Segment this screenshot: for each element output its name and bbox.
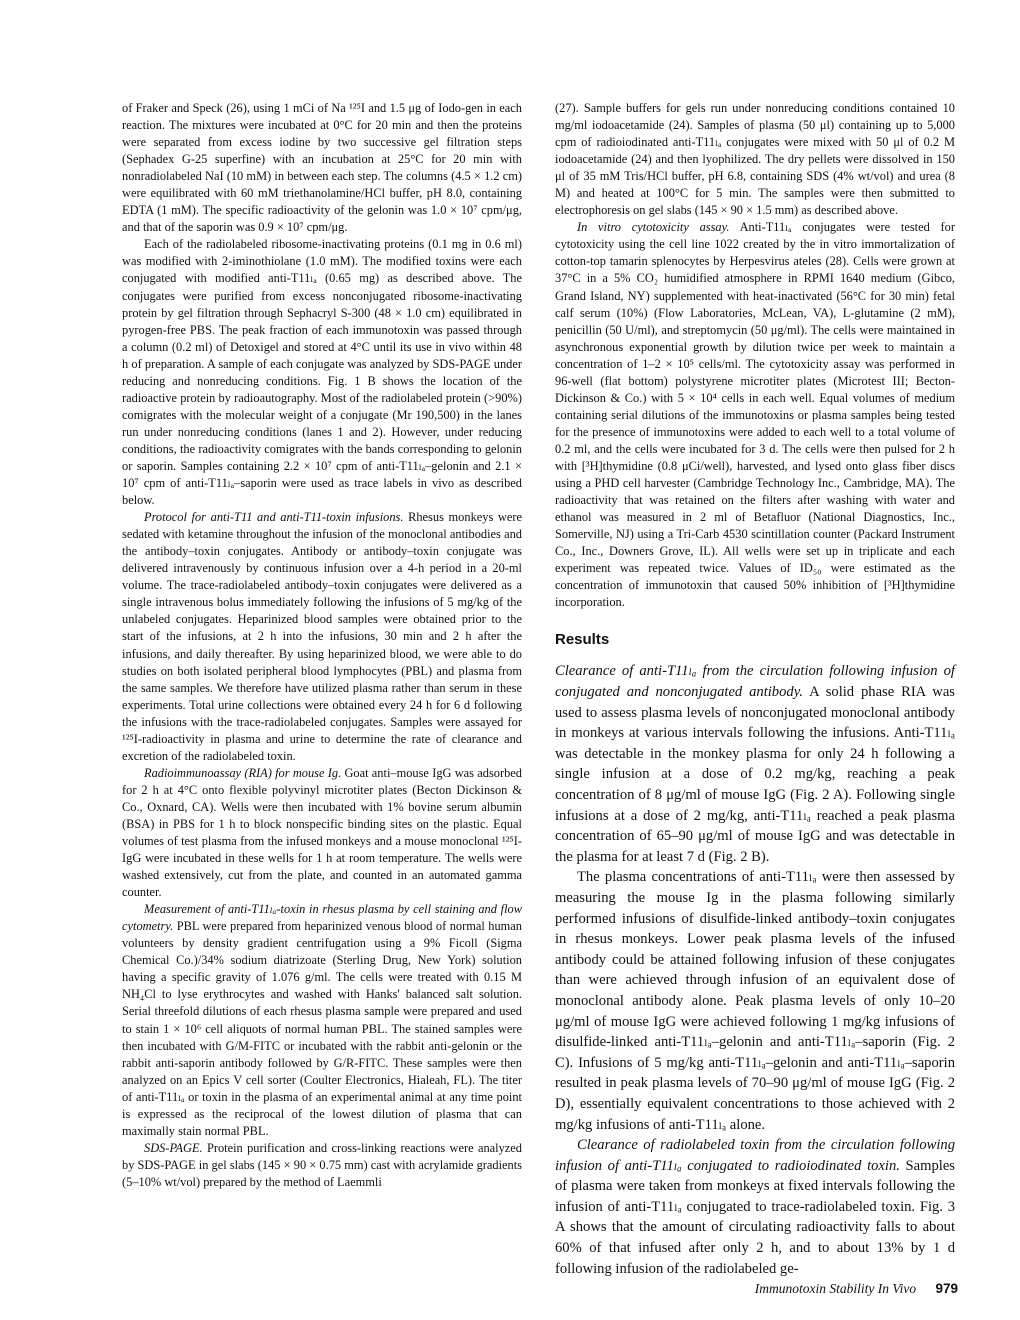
right-column — [555, 100, 955, 1279]
body-paragraph — [555, 100, 955, 219]
body-paragraph — [122, 236, 522, 509]
paragraph-text: Protein purification and cross-linking reactions were analyzed by SDS-PAGE in gel slabs (145 × 90 × 0.75 mm) cast with acrylamide gradients (5–10% wt/vol) prepared by the method of Laemmli — [122, 1140, 522, 1189]
paragraph-text: Goat anti–mouse IgG was adsorbed for 2 h at 4°C onto flexible polyvinyl microtiter plates (Becton Dickinson & Co., Oxnard, CA). Wells were then incubated with 1% bovine serum albumin (BSA) in PBS for 1 h to block nonspecific binding sites on the plastic. Equal volumes of test plasma from the infused monkeys and a mouse monoclonal ¹²⁵I-IgG were incubated in these wells for 1 h at room temperature. The wells were washed extensively, cut from the plate, and counted in an automated gamma counter. — [122, 765, 522, 900]
running-title: Immunotoxin Stability In Vivo — [754, 1281, 917, 1296]
body-paragraph — [555, 867, 955, 1135]
body-paragraph — [122, 100, 522, 236]
body-paragraph — [122, 765, 522, 901]
paragraph-run-in-title: SDS-PAGE. — [144, 1140, 203, 1155]
paragraph-run-in-title: In vitro cytotoxicity assay. — [577, 220, 730, 235]
paragraph-text: of Fraker and Speck (26), using 1 mCi of Na ¹²⁵I and 1.5 μg of Iodo-gen in each reaction. The mixtures were incubated at 0°C for 20 min and then the proteins were separated from excess iodine by two successive gel filtration steps (Sephadex G-25 superfine) with an incubation at 25°C for 20 min with nonradiolabeled NaI (10 mM) in between each step. The columns (4.5 × 1.2 cm) were equilibrated with 60 mM triethanolamine/HCl buffer, pH 8.0, containing EDTA (1 mM). The specific radioactivity of the gelonin was 1.0 × 10⁷ cpm/μg, and that of the saporin was 0.9 × 10⁷ cpm/μg. — [122, 101, 522, 235]
body-paragraph — [555, 1135, 955, 1279]
body-paragraph — [122, 901, 522, 1140]
paragraph-text: A solid phase RIA was used to assess plasma levels of nonconjugated monoclonal antibody in monkeys at various intervals following the infusions. Anti-T11ₗₐ was detectable in the monkey plasma for only 24 h following a single infusion at a dose of 0.2 mg/kg, reaching a peak concentration of 8 μg/ml of mouse IgG (Fig. 2 A). Following single infusions at a dose of 2 mg/kg, anti-T11ₗₐ reached a peak plasma concentration of 65–90 μg/ml of mouse IgG and was detectable in the plasma for at least 7 d (Fig. 2 B). — [555, 684, 955, 865]
paragraph-text: The plasma concentrations of anti-T11ₗₐ were then assessed by measuring the mouse Ig in the plasma following similarly performed infusions of disulfide-linked antibody–toxin conjugates in rhesus monkeys. Lower peak plasma levels of the infused antibody could be attained following infusion of these conjugates than were achieved through infusion of an equivalent dose of monoclonal antibody alone. Peak plasma levels of only 10–20 μg/ml of mouse IgG were achieved following 1 mg/kg infusions of disulfide-linked anti-T11ₗₐ–gelonin and anti-T11ₗₐ–saporin (Fig. 2 C). Infusions of 5 mg/kg anti-T11ₗₐ–gelonin and anti-T11ₗₐ–saporin resulted in peak plasma levels of 70–90 μg/ml of mouse IgG (Fig. 2 D), essentially equivalent concentrations to those achieved with 2 mg/kg infusions of anti-T11ₗₐ alone. — [555, 869, 955, 1133]
body-paragraph — [555, 661, 955, 867]
body-paragraph — [122, 509, 522, 765]
paragraph-run-in-title: Clearance of anti-T11ₗₐ from the circulation following infusion of conjugated and nonconjugated antibody. — [555, 663, 955, 701]
body-paragraph — [122, 1140, 522, 1191]
body-paragraph — [555, 219, 955, 611]
paragraph-text: Samples of plasma were taken from monkeys at fixed intervals following the infusion of anti-T11ₗₐ conjugated to trace-radiolabeled toxin. Fig. 3 A shows that the amount of circulating radioactivity falls to about 60% of that infused after only 2 h, and to about 13% by 1 d following infusion of the radiolabeled ge- — [555, 1157, 955, 1277]
page-number: 979 — [935, 1281, 958, 1296]
paragraph-run-in-title: Protocol for anti-T11 and anti-T11-toxin infusions. — [144, 510, 404, 525]
page-footer — [755, 1281, 958, 1297]
paragraph-text: PBL were prepared from heparinized venous blood of normal human volunteers by density gradient centrifugation using a 9% Ficoll (Sigma Chemical Co.)/34% sodium diatrizoate (Sterling Drug, New York) solution having a specific gravity of 1.076 g/ml. The cells were treated with 0.15 M NH₄Cl to lyse erythrocytes and washed with Hanks' balanced salt solution. Serial threefold dilutions of each rhesus plasma sample were prepared and used to stain 1 × 10⁶ cell aliquots of normal human PBL. The stained samples were then incubated with G/M-FITC or incubated with the rabbit anti-gelonin or the rabbit anti-saporin antibody followed by G/R-FITC. These samples were then analyzed on an Epics V cell sorter (Coulter Electronics, Hialeah, FL). The titer of anti-T11ₗₐ or toxin in the plasma of an experimental animal at any time point is expressed as the reciprocal of the lowest dilution of plasma that can maximally stain normal PBL. — [122, 919, 522, 1138]
paragraph-run-in-title: Radioimmunoassay (RIA) for mouse Ig. — [144, 765, 342, 780]
paragraph-text: Each of the radiolabeled ribosome-inactivating proteins (0.1 mg in 0.6 ml) was modified with 2-iminothiolane (1.0 mM). The modified toxins were each conjugated with modified anti-T11ₗₐ (0.65 mg) as described above. The conjugates were purified from excess nonconjugated ribosome-inactivating protein by gel filtration through Sephacryl S-300 (48 × 1.0 cm) equilibrated in pyrogen-free PBS. The peak fraction of each immunotoxin was passed through a column (0.2 ml) of Detoxigel and stored at 4°C until its use in vivo within 48 h of preparation. A sample of each conjugate was analyzed by SDS-PAGE under reducing and nonreducing conditions. Fig. 1 B shows the location of the radioactive protein by radioautography. Most of the radiolabeled protein (>90%) comigrates with the molecular weight of a conjugate (Mr 190,500) in the lanes run under nonreducing conditions (lanes 1 and 2). However, under reducing conditions, the radioactivity comigrates with the bands corresponding to gelonin or saporin. Samples containing 2.2 × 10⁷ cpm of anti-T11ₗₐ–gelonin and 2.1 × 10⁷ cpm of anti-T11ₗₐ–saporin were used as trace labels in vivo as described below. — [122, 237, 522, 508]
paragraph-text: Rhesus monkeys were sedated with ketamine throughout the infusion of the monoclonal antibodies and the antibody–toxin conjugates. Antibody or antibody–toxin conjugate was delivered intravenously by continuous infusion over a 4-h period in a 20-ml volume. The trace-radiolabeled antibody–toxin conjugates were delivered as a single intravenous bolus immediately following the infusions of 5 mg/kg of the unlabeled conjugates. Heparinized blood samples were obtained prior to the start of the infusions, at 2 h into the infusions, 30 min and 2 h after the infusions, and daily thereafter. By using heparinized blood, we were able to do studies on both isolated peripheral blood lymphocytes (PBL) and plasma from the same samples. We therefore have utilized plasma rather than serum in these experiments. Total urine collections were obtained every 24 h for 6 d following the infusions with the trace-radiolabeled conjugates. Samples were assayed for ¹²⁵I-radioactivity in plasma and urine to determine the rate of clearance and excretion of the radiolabeled toxin. — [122, 510, 522, 763]
paragraph-text: Anti-T11ₗₐ conjugates were tested for cytotoxicity using the cell line 1022 created by the in vitro immortalization of cotton-top tamarin splenocytes by Herpesvirus ateles (28). Cells were grown at 37°C in a 5% CO₂ humidified atmosphere in RPMI 1640 medium (Gibco, Grand Island, NY) supplemented with heat-inactivated (56°C for 30 min) fetal calf serum (10%) (Flow Laboratories, McLean, VA), L-glutamine (2 mM), penicillin (50 U/ml), and streptomycin (50 μg/ml). The cells were maintained in asynchronous exponential growth by dilution twice per week to maintain a concentration of 1–2 × 10⁵ cells/ml. The cytotoxicity assay was performed in 96-well (flat bottom) polystyrene microtiter plates (Microtest III; Becton-Dickinson & Co.) with 5 × 10⁴ cells in each well. Equal volumes of medium containing serial dilutions of the immunotoxins or plasma samples being tested for the presence of immunotoxins were added to each well to a total volume of 0.2 ml, and the cells were incubated for 3 d. The cells were then pulsed for 2 h with [³H]thymidine (0.8 μCi/well), harvested, and lysed onto glass fiber discs using a PHD cell harvester (Cambridge Technology Inc., Cambridge, MA). The radioactivity that was retained on the filters after washing with water and ethanol was measured in 2 ml of Betafluor (National Diagnostics, Inc., Somerville, NJ) using a Tri-Carb 4530 scintillation counter (Packard Instrument Co., Inc., Downers Grove, IL). All wells were set up in triplicate and each experiment was repeated twice. Values of ID₅₀ were estimated as the concentration of immunotoxin that caused 50% inhibition of [³H]thymidine incorporation. — [555, 220, 955, 610]
paragraph-text: (27). Sample buffers for gels run under nonreducing conditions contained 10 mg/ml iodoacetamide (24). Samples of plasma (50 μl) containing up to 5,000 cpm of radioiodinated anti-T11ₗₐ conjugates were mixed with 50 μl of 0.2 M iodoacetamide (24) and then lyophilized. The dry pellets were dissolved in 150 μl of 35 mM Tris/HCl buffer, pH 6.8, containing SDS (4% wt/vol) and urea (8 M) and heated at 100°C for 5 min. The samples were then submitted to electrophoresis on gel slabs (145 × 90 × 1.5 mm) as described above. — [555, 101, 955, 218]
left-column — [122, 100, 522, 1191]
paragraph-run-in-title: Clearance of radiolabeled toxin from the circulation following infusion of anti-T11ₗₐ conjugated to radioiodinated toxin. — [555, 1137, 955, 1174]
paragraph-run-in-title: Measurement of anti-T11ₗₐ-toxin in rhesus plasma by cell staining and flow cytometry. — [122, 902, 522, 934]
section-heading: Results — [555, 631, 610, 649]
